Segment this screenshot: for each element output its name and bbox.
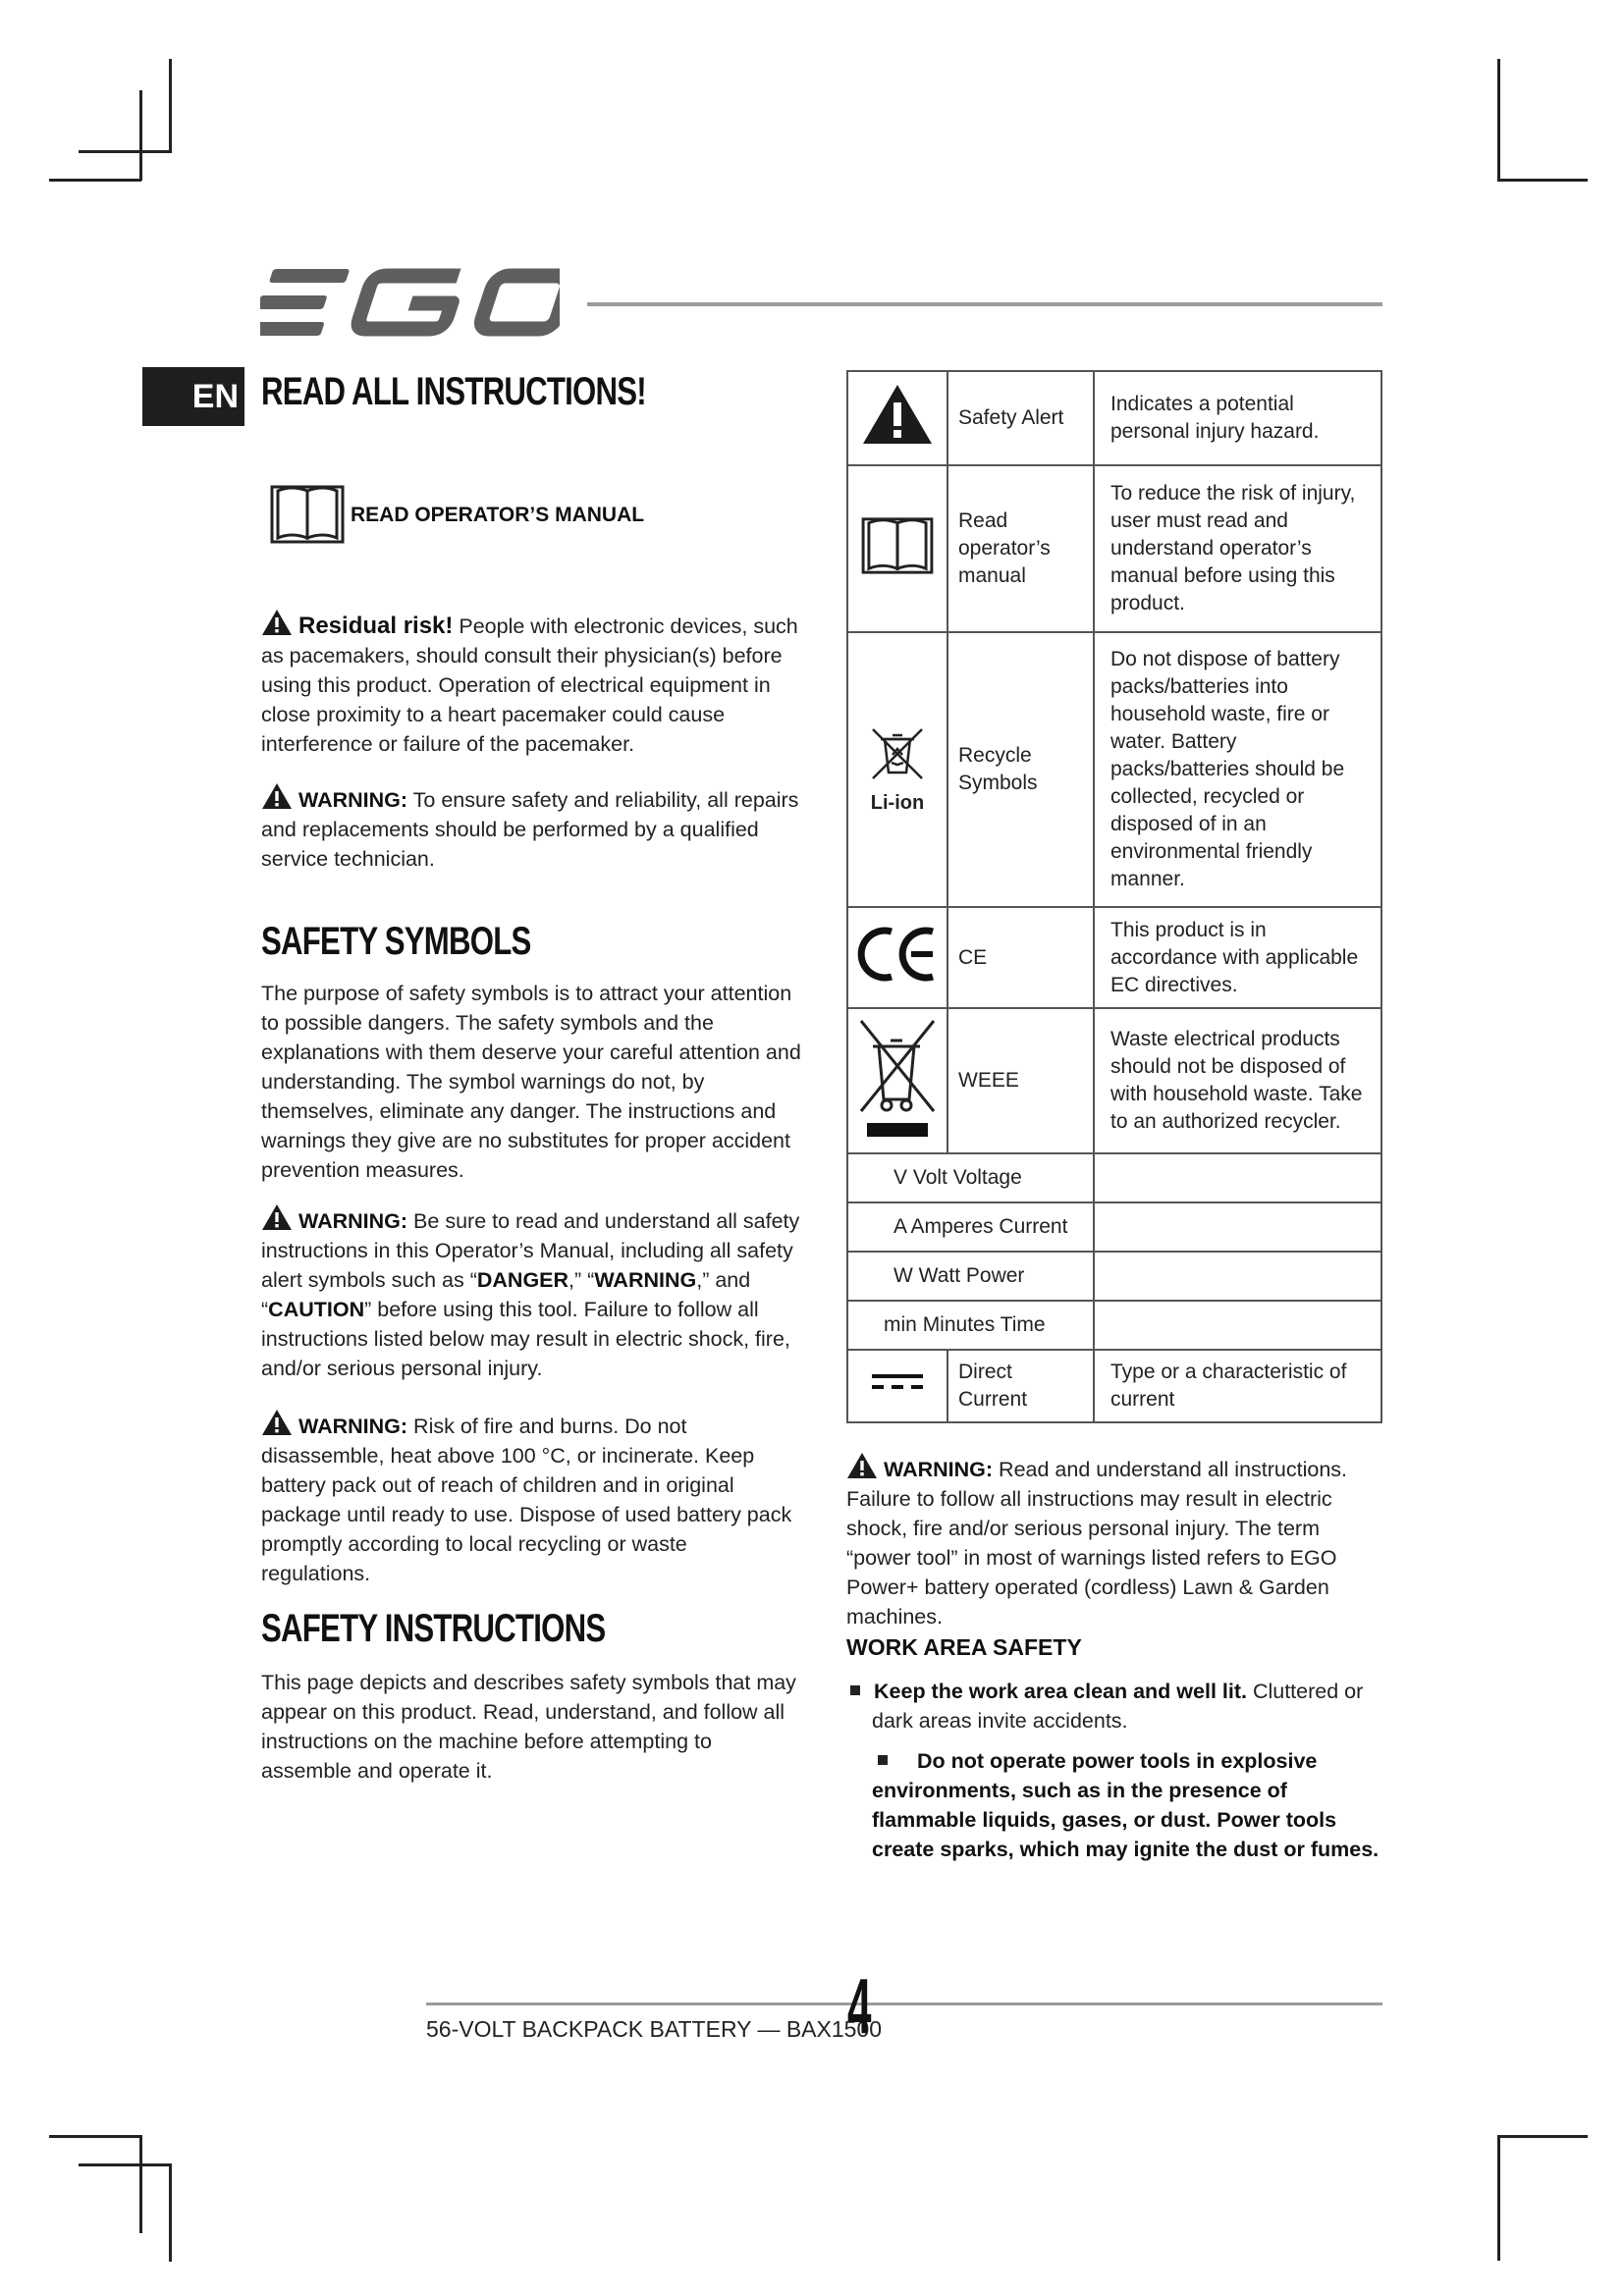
table-cell-icon [847,1008,947,1153]
safety-symbols-table [846,370,1382,1423]
bullet-work-area-clean: Keep the work area clean and well lit. Cluttered or dark areas invite accidents. [850,1677,1402,1735]
crop-mark [49,2135,141,2138]
table-cell-name: Read operator’s manual [947,465,1094,632]
table-cell-unit: V Volt Voltage [847,1153,1094,1202]
table-row [847,465,1381,632]
table-row [847,1252,1381,1301]
table-cell-unit: W Watt Power [847,1252,1094,1301]
safety-symbols-title: SAFETY SYMBOLS [261,920,531,963]
table-cell-desc: Type or a characteristic of current [1094,1350,1381,1422]
crop-mark [1497,2135,1588,2138]
bullet-icon [878,1755,888,1765]
warning-triangle-icon [261,782,293,810]
table-row [847,371,1381,465]
crop-mark [1497,179,1588,182]
table-cell-desc: Waste electrical products should not be disposed of with household waste. Take to an authorized recycler. [1094,1008,1381,1153]
table-cell-name: Safety Alert [947,371,1094,465]
warning-power-tool-paragraph: WARNING: Read and understand all instructions. Failure to follow all instructions may result in electric shock, fire and/or serious personal injury. The term “power tool” in most of warnings listed refers to EGO Power+ battery operated (cordless) Lawn & Garden machines. [846,1452,1386,1631]
table-cell-desc [1094,1202,1381,1252]
table-cell-desc: Do not dispose of battery packs/batteries into household waste, fire or water. Battery packs/batteries should be collected, recycled or disposed of in an environmental friendly manner. [1094,632,1381,907]
warning-triangle-icon [261,1203,293,1231]
table-cell-icon [847,907,947,1008]
warning-triangle-icon [261,609,293,636]
table-cell-desc: This product is in accordance with applicable EC directives. [1094,907,1381,1008]
table-cell-desc [1094,1252,1381,1301]
crop-mark [169,59,172,153]
page-number: 4 [847,1962,872,2050]
table-cell-icon [847,465,947,632]
ego-logo [260,267,560,338]
warning-fire-paragraph: WARNING: Risk of fire and burns. Do not disassemble, heat above 100 °C, or incinerate. Keep battery pack out of reach of children and in original package until ready to use. Dispose of used battery pack promptly according to local recycling or waste regulations. [261,1409,801,1588]
crop-mark [1497,2135,1500,2261]
table-row [847,1202,1381,1252]
safety-instructions-paragraph: This page depicts and describes safety symbols that may appear on this product. Read, understand, and follow all instructions on the machine before attempting to assemble and operate it. [261,1671,796,1783]
bullet-explosive-environments: Do not operate power tools in explosive environments, such as in the presence of flammable liquids, gases, or dust. Power tools create sparks, which may ignite the dust or fumes. [872,1749,1380,1861]
table-cell-icon [847,632,947,907]
manual-icon [270,481,345,546]
warning-triangle-icon [261,1409,293,1436]
table-cell-desc: To reduce the risk of injury, user must read and understand operator’s manual before using this product. [1094,465,1381,632]
crop-mark [139,90,142,181]
table-row [847,1153,1381,1202]
warning-repairs-paragraph: WARNING: To ensure safety and reliability, all repairs and replacements should be performed by a qualified service technician. [261,782,801,874]
read-manual-label: READ OPERATOR’S MANUAL [351,504,645,526]
work-area-safety-heading: WORK AREA SAFETY [846,1634,1082,1660]
bullet-icon [850,1685,860,1695]
table-cell-name: Direct Current [947,1350,1094,1422]
residual-risk-paragraph: Residual risk! People with electronic devices, such as pacemakers, should consult their physician(s) before using this product. Operation of electrical equipment in close proximity to a heart pacemaker could cause interference or failure of the pacemaker. [261,609,801,759]
table-cell-desc [1094,1153,1381,1202]
read-all-instructions-title: READ ALL INSTRUCTIONS! [261,370,646,413]
header-rule [587,302,1382,306]
crop-mark [49,179,141,182]
safety-instructions-title: SAFETY INSTRUCTIONS [261,1607,606,1650]
recycle-li-ion-icon [863,725,932,784]
table-cell-icon [847,1350,947,1422]
li-ion-label: Li-ion [870,792,925,814]
table-cell-unit: A Amperes Current [847,1202,1094,1252]
table-cell-unit: min Minutes Time [847,1301,1094,1350]
footer-rule [426,2002,1382,2005]
ce-mark-icon [856,925,939,984]
language-tab: EN [142,367,244,426]
safety-symbols-paragraph: The purpose of safety symbols is to attract your attention to possible dangers. The safety symbols and the explanations with them deserve your careful attention and understanding. The symbol warnings do not, by themselves, eliminate any danger. The instructions and warnings they give are no substitutes for proper accident prevention measures. [261,982,801,1182]
table-row [847,1350,1381,1422]
table-cell-desc: Indicates a potential personal injury hazard. [1094,371,1381,465]
safety-alert-icon [861,383,934,446]
crop-mark [139,2135,142,2233]
table-cell-name: CE [947,907,1094,1008]
table-row [847,907,1381,1008]
crop-mark [169,2163,172,2262]
table-row [847,632,1381,907]
crop-mark [79,150,171,153]
crop-mark [79,2163,171,2166]
weee-icon [853,1013,942,1141]
table-cell-name: WEEE [947,1008,1094,1153]
direct-current-icon [870,1372,925,1392]
table-cell-desc [1094,1301,1381,1350]
warning-read-manual-paragraph: WARNING: Be sure to read and understand all safety instructions in this Operator’s Manual, including all safety alert symbols such as “DANGER,” “WARNING,” and “CAUTION” before using this tool. Failure to follow all instructions listed below may result in electric shock, fire, and/or serious personal injury. [261,1203,801,1383]
table-cell-icon [847,371,947,465]
footer-product-name: 56-VOLT BACKPACK BATTERY — BAX1500 [426,2016,883,2042]
table-cell-name: Recycle Symbols [947,632,1094,907]
table-row [847,1301,1381,1350]
book-icon [861,513,934,576]
warning-triangle-icon [846,1452,878,1479]
crop-mark [1497,59,1500,182]
table-row [847,1008,1381,1153]
